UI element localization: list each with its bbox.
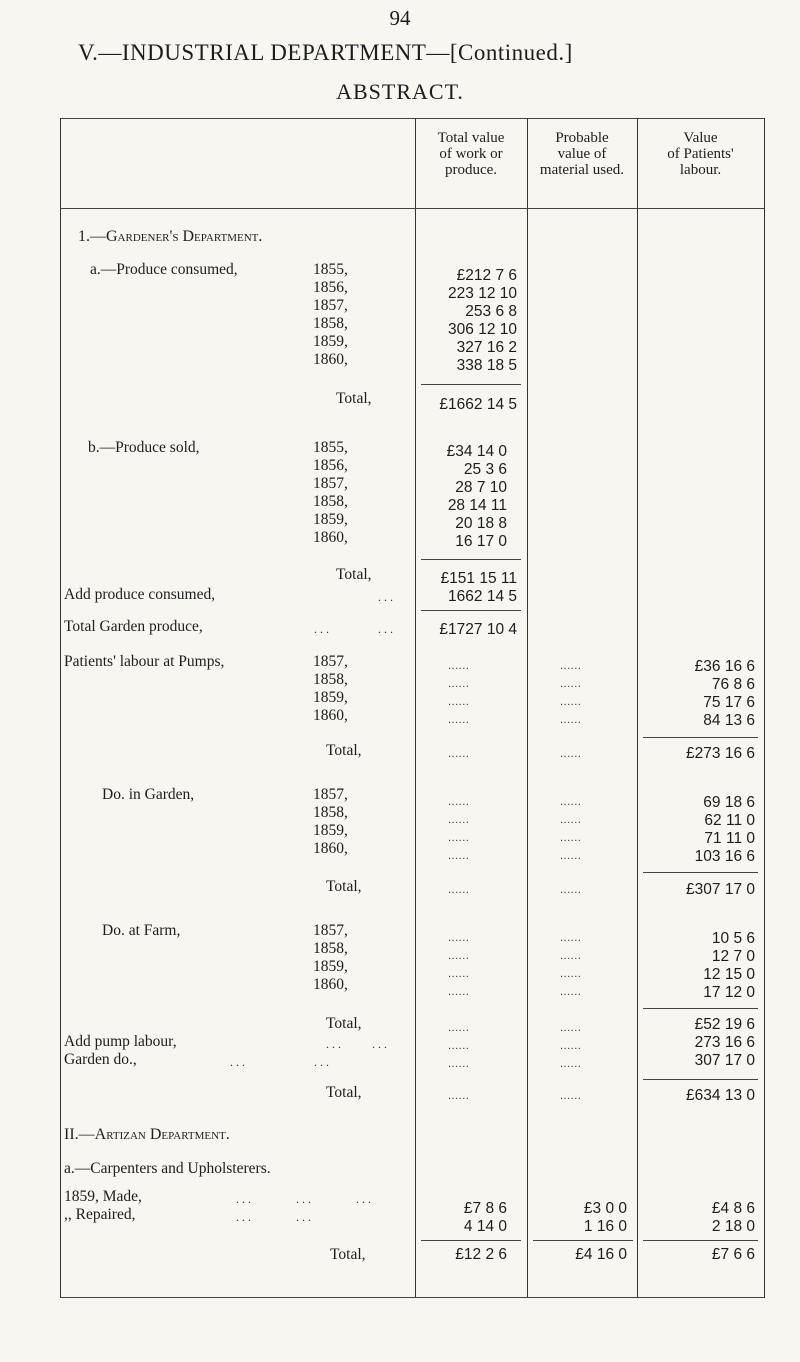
- dots: ......: [560, 950, 582, 962]
- year-label: 1860,: [313, 351, 348, 368]
- year-label: 1857,: [313, 297, 348, 314]
- value-cell: 84 13 6: [703, 712, 755, 729]
- farm-labour-label: Do. at Farm,: [102, 922, 181, 939]
- value-cell: £212 7 6: [456, 267, 517, 284]
- total-garden-produce-value: £1727 10 4: [439, 621, 517, 638]
- value-cell: £7 8 6: [463, 1200, 507, 1217]
- value-cell: 338 18 5: [456, 357, 517, 374]
- value-cell: 17 12 0: [703, 984, 755, 1001]
- year-label: 1859,: [313, 333, 348, 350]
- year-label: 1857,: [313, 653, 348, 670]
- leader-dots: ...: [314, 1055, 332, 1069]
- year-label: 1855,: [313, 439, 348, 456]
- dots: ......: [448, 850, 470, 862]
- sum-rule: [643, 1008, 758, 1009]
- total-label: Total,: [336, 566, 372, 583]
- sum-rule: [421, 1240, 521, 1241]
- section-heading-artizan: II.—Artizan Department.: [64, 1126, 230, 1143]
- labour-grand-total: £634 13 0: [686, 1087, 755, 1104]
- value-cell: 253 6 8: [465, 303, 517, 320]
- add-produce-consumed-label: Add produce consumed,: [64, 586, 216, 603]
- pumps-label: Patients' labour at Pumps,: [64, 653, 225, 670]
- add-pump-labour-label: Add pump labour,: [64, 1033, 177, 1050]
- table-bottom-rule: [60, 1297, 764, 1298]
- header-total-value: Total value of work or produce.: [437, 130, 505, 178]
- pumps-total: £273 16 6: [686, 745, 755, 762]
- year-label: 1858,: [313, 493, 348, 510]
- dots: ......: [448, 932, 470, 944]
- value-cell: 12 15 0: [703, 966, 755, 983]
- garden-labour-total: £307 17 0: [686, 881, 755, 898]
- value-cell: 327 16 2: [456, 339, 517, 356]
- value-cell: 10 5 6: [711, 930, 755, 947]
- leader-dots: ...: [236, 1210, 254, 1224]
- value-cell: 306 12 10: [448, 321, 517, 338]
- year-label: 1860,: [313, 529, 348, 546]
- add-produce-consumed-value: 1662 14 5: [448, 588, 517, 605]
- year-label: 1858,: [313, 804, 348, 821]
- page-subtitle: ABSTRACT.: [336, 79, 464, 104]
- value-cell: 4 14 0: [463, 1218, 507, 1235]
- year-label: 1859,: [313, 511, 348, 528]
- value-cell: 12 7 0: [711, 948, 755, 965]
- year-label: 1860,: [313, 840, 348, 857]
- table-right-rule: [764, 118, 765, 1298]
- year-label: 1860,: [313, 707, 348, 724]
- dots: ......: [448, 832, 470, 844]
- dots: ......: [448, 714, 470, 726]
- dots: ......: [560, 850, 582, 862]
- year-label: 1857,: [313, 786, 348, 803]
- dots: ......: [560, 884, 582, 896]
- dots: ......: [448, 1022, 470, 1034]
- dots: ......: [560, 1040, 582, 1052]
- total-label: Total,: [326, 742, 362, 759]
- dots: ......: [448, 696, 470, 708]
- sum-rule: [421, 610, 521, 611]
- dots: ......: [560, 986, 582, 998]
- total-label: Total,: [330, 1246, 366, 1263]
- sum-rule: [643, 1079, 758, 1080]
- sum-rule: [421, 559, 521, 560]
- value-cell: 2 18 0: [711, 1218, 755, 1235]
- column-rule-2: [527, 118, 528, 1298]
- artizan-total-labour: £7 6 6: [711, 1246, 755, 1263]
- year-label: 1858,: [313, 671, 348, 688]
- dots: ......: [560, 748, 582, 760]
- leader-dots: ...: [296, 1192, 314, 1206]
- year-label: 1856,: [313, 279, 348, 296]
- leader-dots: ...: [230, 1055, 248, 1069]
- value-cell: £3 0 0: [583, 1200, 627, 1217]
- page-title: V.—INDUSTRIAL DEPARTMENT—[Continued.]: [78, 40, 573, 65]
- year-label: 1860,: [313, 976, 348, 993]
- dots: ......: [560, 1090, 582, 1102]
- value-cell: 62 11 0: [704, 812, 755, 829]
- value-cell: 25 3 6: [463, 461, 507, 478]
- value-cell: £4 8 6: [711, 1200, 755, 1217]
- leader-dots: ...: [378, 622, 396, 636]
- dots: ......: [448, 884, 470, 896]
- dots: ......: [560, 796, 582, 808]
- value-cell: 28 7 10: [455, 479, 507, 496]
- garden-do-value: 307 17 0: [694, 1052, 755, 1069]
- column-rule-1: [415, 118, 416, 1298]
- leader-dots: ...: [236, 1192, 254, 1206]
- dots: ......: [448, 1058, 470, 1070]
- produce-sold-label: b.—Produce sold,: [88, 439, 200, 456]
- value-cell: 20 18 8: [455, 515, 507, 532]
- year-label: 1859,: [313, 689, 348, 706]
- dots: ......: [448, 660, 470, 672]
- total-label: Total,: [326, 1015, 362, 1032]
- artizan-total-value: £12 2 6: [455, 1246, 507, 1263]
- year-label: 1859,: [313, 958, 348, 975]
- artizan-total-material: £4 16 0: [575, 1246, 627, 1263]
- year-label: 1856,: [313, 457, 348, 474]
- dots: ......: [448, 1090, 470, 1102]
- leader-dots: ...: [372, 1037, 390, 1051]
- garden-do-label: Garden do.,: [64, 1051, 137, 1068]
- value-cell: 16 17 0: [455, 533, 507, 550]
- dots: ......: [560, 814, 582, 826]
- value-cell: 75 17 6: [703, 694, 755, 711]
- made-label: 1859, Made,: [64, 1188, 142, 1205]
- produce-sold-total: £151 15 11: [440, 570, 517, 587]
- leader-dots: ...: [314, 622, 332, 636]
- farm-labour-total: £52 19 6: [694, 1016, 755, 1033]
- total-label: Total,: [326, 878, 362, 895]
- table-top-rule: [60, 118, 764, 119]
- page-number: 94: [389, 6, 411, 30]
- year-label: 1857,: [313, 922, 348, 939]
- value-cell: 76 8 6: [711, 676, 755, 693]
- total-label: Total,: [336, 390, 372, 407]
- value-cell: 103 16 6: [694, 848, 755, 865]
- dots: ......: [560, 832, 582, 844]
- dots: ......: [560, 660, 582, 672]
- repaired-label: ,, Repaired,: [64, 1206, 136, 1223]
- sum-rule: [533, 1240, 633, 1241]
- sum-rule: [643, 872, 758, 873]
- dots: ......: [560, 1022, 582, 1034]
- value-cell: 71 11 0: [704, 830, 755, 847]
- header-rule: [60, 208, 764, 209]
- dots: ......: [560, 1058, 582, 1070]
- sum-rule: [421, 384, 521, 385]
- total-garden-produce-label: Total Garden produce,: [64, 618, 203, 635]
- produce-consumed-label: a.—Produce consumed,: [90, 261, 238, 278]
- value-cell: £36 16 6: [694, 658, 755, 675]
- dots: ......: [448, 796, 470, 808]
- dots: ......: [448, 950, 470, 962]
- garden-labour-label: Do. in Garden,: [102, 786, 195, 803]
- dots: ......: [448, 814, 470, 826]
- leader-dots: ...: [378, 590, 396, 604]
- year-label: 1859,: [313, 822, 348, 839]
- total-label: Total,: [326, 1084, 362, 1101]
- dots: ......: [560, 932, 582, 944]
- value-cell: 1 16 0: [583, 1218, 627, 1235]
- dots: ......: [560, 714, 582, 726]
- produce-consumed-total: £1662 14 5: [439, 396, 517, 413]
- column-rule-3: [637, 118, 638, 1298]
- year-label: 1855,: [313, 261, 348, 278]
- section-heading-gardener: 1.—Gardener's Department.: [78, 228, 263, 245]
- sum-rule: [643, 1240, 758, 1241]
- leader-dots: ...: [296, 1210, 314, 1224]
- header-patients-labour: Value of Patients' labour.: [667, 130, 734, 178]
- year-label: 1858,: [313, 940, 348, 957]
- value-cell: 223 12 10: [448, 285, 517, 302]
- year-label: 1857,: [313, 475, 348, 492]
- carpenters-subheading: a.—Carpenters and Upholsterers.: [64, 1160, 271, 1177]
- dots: ......: [448, 748, 470, 760]
- dots: ......: [448, 1040, 470, 1052]
- year-label: 1858,: [313, 315, 348, 332]
- dots: ......: [448, 678, 470, 690]
- value-cell: 69 18 6: [703, 794, 755, 811]
- dots: ......: [448, 968, 470, 980]
- add-pump-labour-value: 273 16 6: [694, 1034, 755, 1051]
- header-material-used: Probable value of material used.: [539, 130, 625, 178]
- dots: ......: [560, 678, 582, 690]
- leader-dots: ...: [356, 1192, 374, 1206]
- dots: ......: [560, 968, 582, 980]
- dots: ......: [560, 696, 582, 708]
- dots: ......: [448, 986, 470, 998]
- leader-dots: ...: [326, 1037, 344, 1051]
- value-cell: 28 14 11: [447, 497, 507, 514]
- value-cell: £34 14 0: [446, 443, 507, 460]
- table-left-rule: [60, 118, 61, 1298]
- sum-rule: [643, 737, 758, 738]
